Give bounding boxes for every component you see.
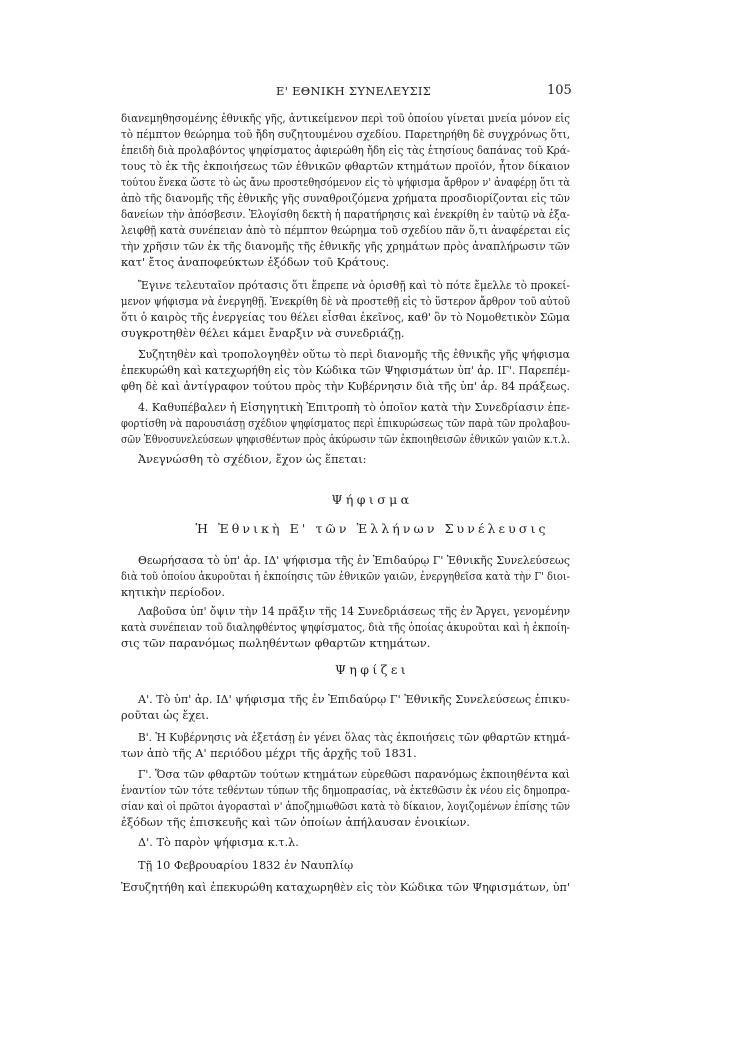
text-line: Ἔγινε τελευταῖον πρότασις ὅτι ἔπρεπε νὰ ὁρισθῇ καὶ τὸ πότε ἔμελλε τὸ προκεί- [138, 279, 571, 292]
running-header: Ε' ΕΘΝΙΚΗ ΣΥΝΕΛΕΥΣΙΣ [276, 84, 432, 98]
text-line: ἐπειδὴ διὰ προλαβόντος ψηφίσματος ἀφιερώθη ἤδη εἰς τὰς ἐτησίους δαπάνας τοῦ Κρά- [121, 144, 570, 157]
heading-psifisma: Ψήφισμα [331, 492, 413, 507]
text-line: Θεωρήσασα τὸ ὑπ' ἀρ. ΙΔ' ψήφισμα τῆς ἐν Ἐπιδαύρῳ Γ' Ἐθνικῆς Συνελεύσεως [138, 554, 570, 567]
text-line: ροῦται ὡς ἔχει. [121, 709, 210, 722]
text-line: τὸ πέμπτον θεώρημα τοῦ ἤδη συζητουμένου σχεδίου. Παρετηρήθη δὲ συγχρόνως ὅτι, [121, 128, 571, 141]
text-line: Δ'. Τὸ παρὸν ψήφισμα κ.τ.λ. [138, 836, 299, 849]
text-line: Β'. Ἡ Κυβέρνησις νὰ ἐξετάσῃ ἐν γένει ὅλας τὰς ἐκποιήσεις τῶν φθαρτῶν κτημά- [138, 731, 570, 744]
text-line: ὅτι ὁ καιρὸς τῆς ἐνεργείας του θέλει εἶσθαι ἐκεῖνος, καθ' ὃν τὸ Νομοθετικὸν Σῶμα [121, 311, 570, 324]
text-line: δανείων τὴν ἀπόσβεσιν. Ἐλογίσθη δεκτὴ ἡ παρατήρησις καὶ ἐνεκρίθη ἐν ταὐτῷ νὰ ἐξα- [121, 208, 570, 221]
text-line: κατὰ συνέπειαν τοῦ διαληφθέντος ψηφίσματος, διὰ τῆς ὁποίας ἀκυροῦται καὶ ἡ ἐκποίη- [121, 621, 570, 634]
text-line: ἐναντίον τῶν τότε τεθέντων τύπων τῆς δημοπρασίας, νὰ ἐκτεθῶσιν ἐκ νέου εἰς δημοπρα- [121, 784, 571, 797]
text-line: σίαν καὶ οἱ πρῶτοι ἀγορασταὶ ν' ἀποζημιωθῶσι κατὰ τὸ δίκαιον, λογιζομένων ἐπίσης τῶν [121, 800, 571, 813]
text-line: Ἐσυζητήθη καὶ ἐπεκυρώθη καταχωρηθὲν εἰς τὸν Κώδικα τῶν Ψηφισμάτων, ὑπ' [121, 881, 570, 894]
text-line: μενον ψήφισμα νὰ ἐνεργηθῇ. Ἐνεκρίθη δὲ νὰ προστεθῇ εἰς τὸ ὕστερον ἄρθρον τοῦ αὐτοῦ [121, 295, 570, 308]
page-number: 105 [547, 83, 572, 98]
text-line: τους τὸ ἐκ τῆς ἐκποιήσεως τῶν ἐθνικῶν φθαρτῶν κτημάτων προϊόν, ἦτον δίκαιον [121, 160, 570, 173]
text-line: σῶν Ἐθνοσυνελεύσεων ψηφισθέντων πρὸς ἀκύρωσιν τῶν ἐκποιηθεισῶν ἐθνικῶν γαιῶν κ.τ.λ. [121, 433, 570, 446]
text-line: 4. Καθυπέβαλεν ἡ Εἰσηγητικὴ Ἐπιτροπὴ τὸ ὁποῖον κατὰ τὴν Συνεδρίασιν ἐπε- [138, 401, 570, 414]
text-line: Α'. Τὸ ὑπ' ἀρ. ΙΔ' ψήφισμα τῆς ἐν Ἐπιδαύρῳ Γ' Ἐθνικῆς Συνελεύσεως ἐπικυ- [138, 693, 571, 706]
text-line: τὴν χρῆσιν τῶν ἐκ τῆς διανομῆς τῆς ἐθνικῆς γῆς χρημάτων πρὸς ἀναπλήρωσιν τῶν [121, 240, 571, 253]
text-line: κητικὴν περίοδον. [121, 586, 226, 599]
text-line: Ἀνεγνώσθη τὸ σχέδιον, ἔχον ὡς ἕπεται: [138, 453, 367, 466]
text-line: ἀπὸ τῆς διανομῆς τῆς ἐθνικῆς γῆς συναθροιζόμενα χρήματα προσδιορίζονται εἰς τῶν [121, 192, 570, 205]
text-line: Τῇ 10 Φεβρουαρίου 1832 ἐν Ναυπλίῳ [138, 859, 354, 872]
text-line: κατ' ἔτος ἀναποφεύκτων ἐξόδων τοῦ Κράτους. [121, 256, 390, 269]
text-line: φορτίσθη νὰ παρουσιάσῃ σχέδιον ψηφίσματος περὶ ἐπικυρώσεως τῶν παρὰ τῶν προλαβου- [121, 417, 570, 430]
text-line: διανεμηθησομένης ἐθνικῆς γῆς, ἀντικείμενον περὶ τοῦ ὁποίου γίνεται μνεία μόνον εἰς [121, 112, 571, 125]
text-line: Συζητηθὲν καὶ τροπολογηθὲν οὕτω τὸ περὶ διανομῆς τῆς ἐθνικῆς γῆς ψήφισμα [138, 348, 570, 361]
text-line: Λαβοῦσα ὑπ' ὄψιν τὴν 14 πρᾶξιν τῆς 14 Συνεδριάσεως τῆς ἐν Ἄργει, γενομένην [138, 605, 571, 618]
text-line: συγκροτηθὲν θέλει κάμει ἔναρξιν νὰ συνεδριάζῃ. [121, 327, 405, 340]
text-line: ἐξόδων τῆς ἐπισκευῆς καὶ τῶν ὁποίων ἀπήλαυσαν ἐνοικίων. [121, 816, 470, 829]
heading-psifizei: Ψηφίζει [334, 662, 410, 677]
text-line: ἐπεκυρώθη καὶ κατεχωρήθη εἰς τὸν Κώδικα τῶν Ψηφισμάτων ὑπ' ἀρ. ΙΓ'. Παρεπέμ- [121, 364, 571, 377]
text-line: Γ'. Ὅσα τῶν φθαρτῶν τούτων κτημάτων εὑρεθῶσι παρανόμως ἐκποιηθέντα καὶ [138, 768, 570, 781]
text-line: λειφθῇ κατὰ συνέπειαν ἀπὸ τὸ πέμπτον θεώρημα τοῦ σχεδίου πᾶν ὅ,τι ἀναφέρεται εἰς [121, 224, 571, 237]
text-line: των ἀπὸ τῆς Α' περιόδου μέχρι τῆς ἀρχῆς τοῦ 1831. [121, 747, 417, 760]
text-line: διὰ τοῦ ὁποίου ἀκυροῦται ἡ ἐκποίησις τῶν ἐθνικῶν γαιῶν, ἐνεργηθεῖσα κατὰ τὴν Γ' διοι- [121, 570, 570, 583]
text-line: φθη δὲ καὶ ἀντίγραφον τούτου πρὸς τὴν Κυβέρνησιν διὰ τῆς ὑπ' ἀρ. 84 πράξεως. [121, 380, 571, 393]
heading-assembly: Ἡ Ἐθνικὴ Ε' τῶν Ἑλλήνων Συνέλευσις [195, 521, 549, 536]
text-line: τούτου ἕνεκα ὥστε τὸ ὡς ἄνω προστεθησόμενον εἰς τὸ ψήφισμα ἄρθρον ν' ἀναφέρῃ ὅτι τὰ [121, 176, 570, 189]
text-line: σις τῶν παρανόμως πωληθέντων φθαρτῶν κτημάτων. [121, 637, 431, 650]
